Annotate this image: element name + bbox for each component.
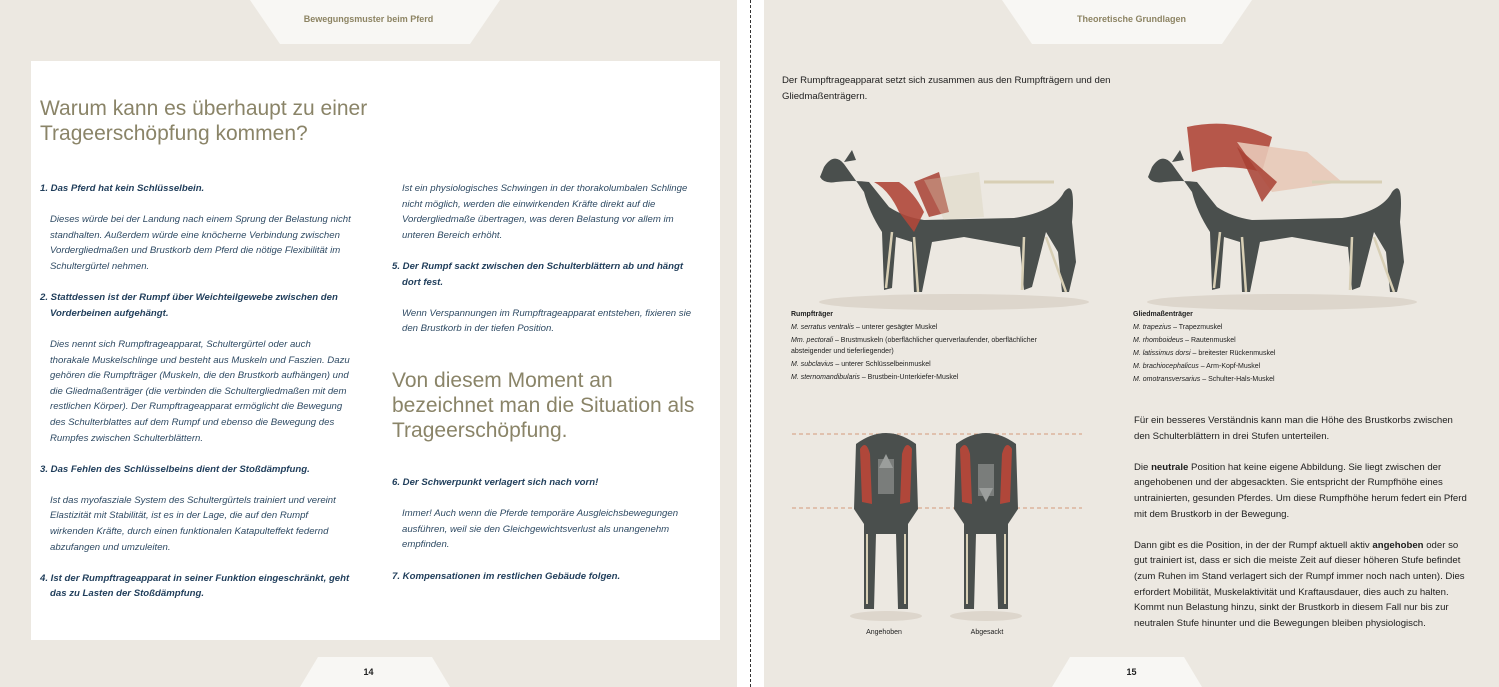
numbered-point: 6. Der Schwerpunkt verlagert sich nach vorn!	[392, 477, 599, 488]
muscle-latin-name: M. latissimus dorsi	[1133, 350, 1191, 357]
numbered-point: 2. Stattdessen ist der Rumpf über Weichteilgewebe zwischen den Vorderbeinen aufgehängt.	[40, 292, 338, 319]
legend-item	[1133, 348, 1413, 359]
content-panel	[31, 61, 720, 640]
legend-item	[791, 322, 1071, 333]
legend-item	[1133, 374, 1413, 385]
subheading: Von diesem Moment an bezeichnet man die Situation als Trageerschöpfung.	[392, 369, 695, 442]
muscle-german-name: – unterer Schlüsselbeinmuskel	[833, 361, 931, 368]
horse-limb-carriers-illustration	[1142, 112, 1422, 312]
page-heading: Warum kann es überhaupt zu einer Trageerschöpfung kommen?	[40, 97, 368, 145]
muscle-german-name: – Trapezmuskel	[1171, 324, 1223, 331]
emphasized-term: angehoben	[1372, 539, 1424, 551]
text-run: Position hat keine eigene Abbildung. Sie liegt zwischen der angehobenen und der abgesackten. Sie entspricht der Rumpfhöhe eines untrainierten, gesunden Pferdes. Um diese Rumpfhöhe herum federt ein Pferd mit dem Brustkorb in der Bewegung.	[1134, 461, 1467, 520]
text-run: Dann gibt es die Position, in der der Rumpf aktuell aktiv	[1134, 539, 1373, 551]
body-paragraph: Dies nennt sich Rumpftrageapparat, Schultergürtel oder auch thorakale Muskelschlinge und besteht aus Muskeln und Faszien. Dazu gehören die Rumpfträger (Muskeln, die den Brustkorb aufhängen) und die Gliedmaßenträger (die verbinden die Schultergliedmaßen mit dem restlichen Körper). Der Rumpftrageapparat ermöglicht die Bewegung des Schulterblattes auf dem Rumpf und ebenso die Bewegung des Rumpfes zwischen Schulterblättern.	[50, 338, 350, 444]
legend-item	[791, 335, 1071, 357]
caption-sagged: Abgesackt	[970, 629, 1004, 636]
text-run: oder so gut trainiert ist, dass er sich die meiste Zeit auf dieser höheren Stufe befindet (zum Ruhen im Stand verlagert sich der Rumpf immer noch nach unten). Dies erfordert Mobilität, Muskelaktivität und Kraftausdauer, dies auch zu halten. Kommt nun Belastung hinzu, sinkt der Brustkorb in diesem Fall nur bis zur neutralen Stufe hinunter und die Bewegungen bleiben physiologisch.	[1134, 539, 1465, 629]
legend-item	[791, 372, 1071, 383]
legend-title: Gliedmaßenträger	[1133, 311, 1193, 318]
left-page	[0, 0, 737, 687]
muscle-latin-name: M. omotransversarius	[1133, 376, 1201, 383]
muscle-latin-name: Mm. pectorali	[791, 337, 834, 344]
legend-title: Rumpfträger	[791, 311, 834, 318]
text-column-2b	[392, 475, 704, 600]
numbered-point: 1. Das Pferd hat kein Schlüsselbein.	[40, 183, 205, 194]
numbered-point: 3. Das Fehlen des Schlüsselbeins dient der Stoßdämpfung.	[40, 463, 310, 475]
body-paragraph: Dieses würde bei der Landung nach einem Sprung der Belastung nicht standhalten. Außerdem würde eine knöcherne Verbindung zwischen Vordergliedmaßen und Brustkorb dem Pferd die nötige Flexibilität im Schultergürtel nehmen.	[50, 214, 351, 272]
body-paragraph: Ist das myofasziale System des Schultergürtels trainiert und vereint Elastizität mit Stabilität, ist es in der Lage, die auf den Rumpf wirkenden Kräfte, durch einen funktionalen Katapulteffekt federnd abzufangen und umzuleiten.	[50, 494, 336, 553]
legend-item	[1133, 335, 1413, 346]
muscle-german-name: – Brustbein-Unterkiefer-Muskel	[859, 374, 959, 381]
text-run: Die	[1134, 461, 1152, 473]
front-view-raised-illustration	[846, 424, 926, 624]
muscle-german-name: – Schulter-Hals-Muskel	[1200, 376, 1275, 383]
text-column-2	[392, 181, 704, 353]
muscle-latin-name: M. subclavius	[791, 361, 834, 368]
page-number-left: 14	[363, 667, 374, 677]
body-paragraph	[1134, 460, 1470, 522]
intro-text: Der Rumpftrageapparat setzt sich zusammen aus den Rumpfträgern und den Gliedmaßenträgern.	[782, 75, 1111, 102]
muscle-latin-name: M. sternomandibularis	[791, 374, 860, 381]
muscle-german-name: – Arm-Kopf-Muskel	[1198, 363, 1261, 370]
muscle-german-name: – Rautenmuskel	[1183, 337, 1236, 344]
muscle-latin-name: M. brachiocephalicus	[1133, 363, 1199, 370]
text-run: Für ein besseres Verständnis kann man die Höhe des Brustkorbs zwischen den Schulterblättern in drei Stufen unterteilen.	[1134, 415, 1453, 442]
body-paragraph	[1134, 538, 1470, 632]
front-view-sagged-illustration	[946, 424, 1026, 624]
legend-item	[791, 359, 1071, 370]
emphasized-term: neutrale	[1151, 461, 1189, 473]
book-spine	[750, 0, 751, 687]
legend-limb-carriers	[1133, 309, 1413, 387]
running-head-left: Bewegungsmuster beim Pferd	[303, 14, 434, 24]
body-paragraph	[1134, 413, 1470, 444]
muscle-latin-name: M. serratus ventralis	[791, 324, 855, 331]
muscle-latin-name: M. rhomboideus	[1133, 337, 1184, 344]
legend-trunk-carriers	[791, 309, 1071, 385]
legend-item	[1133, 361, 1413, 372]
body-paragraph: Wenn Verspannungen im Rumpftrageapparat entstehen, fixieren sie den Brustkorb in der tiefen Position.	[402, 307, 692, 335]
numbered-point: 4. Ist der Rumpftrageapparat in seiner Funktion eingeschränkt, geht das zu Lasten der Stoßdämpfung.	[40, 572, 350, 600]
numbered-point: 7. Kompensationen im restlichen Gebäude folgen.	[392, 570, 621, 582]
muscle-german-name: – breitester Rückenmuskel	[1190, 350, 1276, 357]
running-head-right: Theoretische Grundlagen	[1076, 14, 1187, 24]
muscle-german-name: – Brustmuskeln (oberflächlicher querverlaufender, oberflächlicher absteigender und tieferliegender)	[791, 337, 1037, 355]
numbered-point: 5. Der Rumpf sackt zwischen den Schulterblättern ab und hängt dort fest.	[392, 260, 684, 288]
height-reference-lines	[792, 428, 1082, 512]
text-column-1	[40, 181, 352, 618]
horse-trunk-carriers-illustration	[814, 112, 1094, 312]
explanation-text	[1134, 413, 1470, 647]
body-paragraph: Immer! Auch wenn die Pferde temporäre Ausgleichsbewegungen ausführen, weil sie den Gleichgewichtsverlust als unangenehm empfinden.	[402, 508, 679, 551]
right-page	[764, 0, 1499, 687]
page-number-right: 15	[1126, 667, 1137, 677]
caption-raised: Angehoben	[866, 629, 902, 636]
muscle-german-name: – unterer gesägter Muskel	[854, 324, 938, 331]
muscle-latin-name: M. trapezius	[1133, 324, 1172, 331]
body-paragraph: Ist ein physiologisches Schwingen in der thorakolumbalen Schlinge nicht möglich, werden die einwirkenden Kräfte direkt auf die Vordergliedmaße übertragen, was deren Belastung vor allem im unteren Bereich erhöht.	[402, 183, 688, 241]
legend-item	[1133, 322, 1413, 333]
